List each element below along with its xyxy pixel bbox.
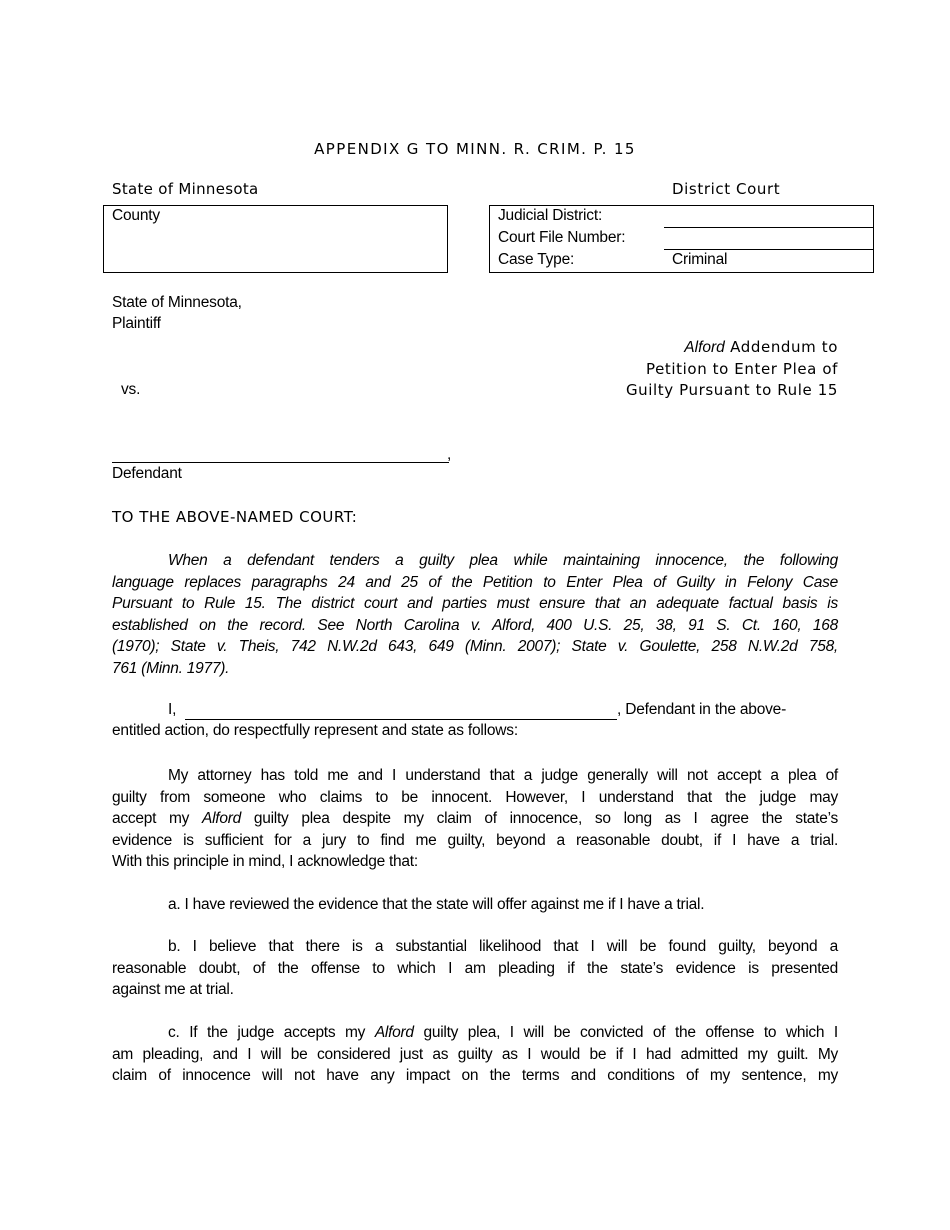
document-title	[560, 337, 838, 402]
intro-line: (1970); State v. Theis, 742 N.W.2d 643, 649 (Minn. 2007); State v. Goulette, 258 N.W.2d 758,	[112, 638, 838, 656]
court-file-number-field[interactable]	[664, 249, 874, 250]
intro-line: language replaces paragraphs 24 and 25 of the Petition to Enter Plea of Guilty in Felony Case	[112, 573, 838, 591]
state-label: State of Minnesota	[112, 180, 259, 198]
intro-line: Pursuant to Rule 15. The district court and parties must ensure that an adequate factual basis is	[112, 595, 838, 613]
judicial-district-field[interactable]	[664, 227, 874, 228]
paragraph-line: guilty from someone who claims to be innocent. However, I understand that the judge may	[112, 788, 838, 806]
defendant-name-field[interactable]	[112, 462, 449, 463]
defendant-stmt-name-field[interactable]	[185, 719, 617, 720]
item-b	[112, 936, 838, 1001]
intro-line: 761 (Minn. 1977).	[112, 659, 230, 677]
court-label: District Court	[672, 180, 781, 198]
item-a-line: a. I have reviewed the evidence that the state will offer against me if I have a trial.	[168, 896, 705, 913]
item-b-line: b. I believe that there is a substantial likelihood that I will be found guilty, beyond a	[168, 938, 838, 955]
defendant-label: Defendant	[112, 465, 182, 482]
item-b-line: reasonable doubt, of the offense to which I am pleading if the state’s evidence is presented	[112, 959, 838, 977]
item-c	[112, 1022, 838, 1087]
case-type-value: Criminal	[672, 251, 728, 268]
defendant-comma: ,	[447, 446, 452, 463]
item-c-line: c. If the judge accepts my Alford guilty plea, I will be convicted of the offense to which I	[168, 1024, 838, 1041]
paragraph-line: evidence is sufficient for a jury to find me guilty, beyond a reasonable doubt, if I have a trial.	[112, 831, 838, 849]
defendant-stmt-suffix: , Defendant in the above-	[617, 701, 787, 718]
document-title-italic: Alford	[684, 339, 725, 356]
attorney-paragraph	[112, 765, 838, 873]
alford-italic: Alford	[202, 810, 242, 828]
judicial-district-label: Judicial District:	[498, 207, 603, 224]
intro-paragraph	[112, 550, 838, 680]
paragraph-line: accept my Alford guilty plea despite my claim of innocence, so long as I agree the state’s	[112, 810, 838, 828]
page-title: APPENDIX G TO MINN. R. CRIM. P. 15	[314, 140, 636, 158]
item-a	[112, 894, 838, 916]
paragraph-line: My attorney has told me and I understand that a judge generally will not accept a plea of	[168, 767, 838, 784]
defendant-stmt-prefix: I,	[168, 701, 177, 718]
item-b-line: against me at trial.	[112, 981, 234, 999]
court-info-box	[489, 205, 874, 273]
plaintiff-name: State of Minnesota,	[112, 294, 242, 311]
case-type-label: Case Type:	[498, 251, 575, 268]
intro-line: When a defendant tenders a guilty plea while maintaining innocence, the following	[168, 552, 838, 569]
item-c-line: am pleading, and I will be considered just as guilty as I would be if I had admitted my guilt. My	[112, 1045, 838, 1063]
item-c-line: claim of innocence will not have any impact on the terms and conditions of my sentence, my	[112, 1067, 838, 1085]
paragraph-line: With this principle in mind, I acknowledge that:	[112, 853, 418, 871]
plaintiff-label: Plaintiff	[112, 315, 161, 332]
intro-line: established on the record. See North Carolina v. Alford, 400 U.S. 25, 38, 91 S. Ct. 160, 168	[112, 616, 838, 634]
vs-label: vs.	[121, 381, 141, 398]
salutation: TO THE ABOVE-NAMED COURT:	[112, 508, 358, 526]
court-file-number-label: Court File Number:	[498, 229, 626, 246]
defendant-stmt-line2: entitled action, do respectfully represent and state as follows:	[112, 722, 518, 739]
county-box	[103, 205, 448, 273]
document-title-line1: Addendum to	[724, 338, 838, 356]
document-title-line2: Petition to Enter Plea of	[645, 359, 838, 378]
document-title-line3: Guilty Pursuant to Rule 15	[625, 381, 838, 400]
county-label: County	[112, 207, 160, 224]
alford-italic: Alford	[374, 1024, 414, 1041]
